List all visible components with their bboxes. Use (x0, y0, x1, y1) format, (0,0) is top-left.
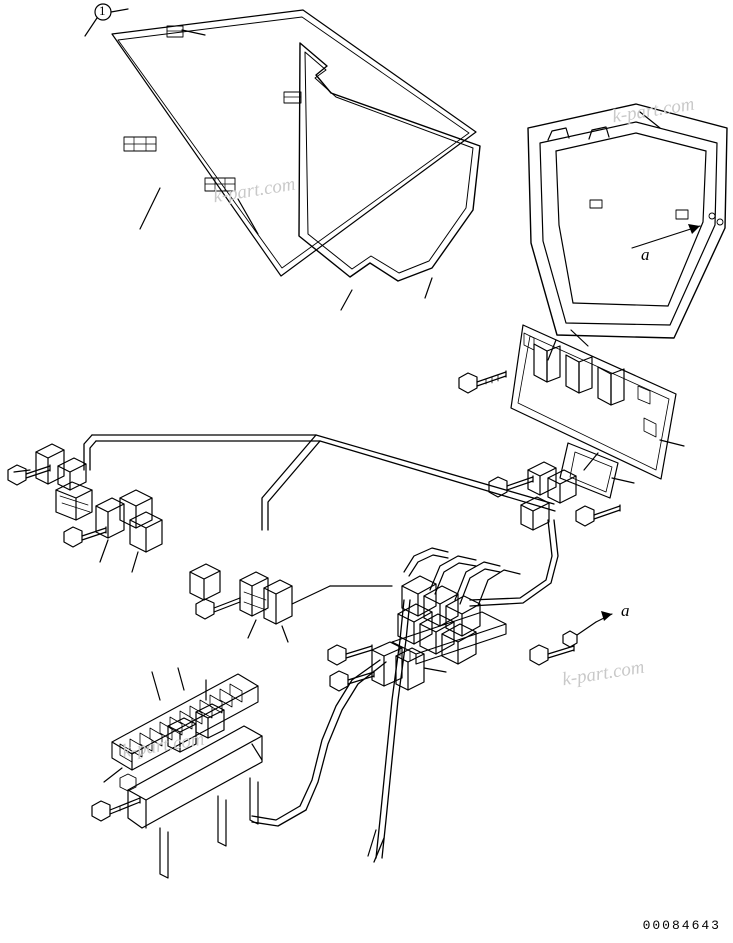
bolt-fuse-block (92, 797, 140, 821)
connector-block-right-2 (548, 470, 576, 503)
mounting-plate (511, 325, 684, 479)
watermark: k-part.com (211, 173, 297, 208)
bolt-plate-left (459, 371, 506, 393)
bolt-fuse-block-2 (120, 774, 136, 791)
part-number: 00084643 (642, 918, 721, 933)
watermark: k-part.com (120, 728, 206, 763)
callout-a-upper: a (641, 245, 650, 264)
connector-block-right-1 (528, 462, 556, 495)
connector-plate-right (560, 443, 634, 498)
nut-arrow-a (563, 611, 612, 647)
watermark: k-part.com (560, 656, 646, 691)
cover-gasket (299, 43, 480, 310)
connector-cluster-mid (190, 564, 392, 642)
balloon-1 (85, 4, 128, 36)
watermark: k-part.com (610, 93, 696, 128)
bracket-connector-center (372, 642, 446, 690)
bolt-below-nut (530, 645, 574, 665)
bolt-right-lower-2 (576, 505, 620, 526)
connector-cluster-left (14, 444, 162, 572)
bolt-left-2 (64, 527, 106, 547)
fuse-block-assembly (104, 668, 262, 878)
box-cover-panel (112, 10, 476, 276)
balloon-label-1: 1 (99, 3, 106, 18)
bolt-center-lower (328, 645, 372, 665)
relay-assembly (392, 576, 506, 664)
box-housing (528, 104, 727, 360)
callout-a-lower: a (621, 601, 630, 620)
bolt-mid-1 (196, 597, 240, 619)
